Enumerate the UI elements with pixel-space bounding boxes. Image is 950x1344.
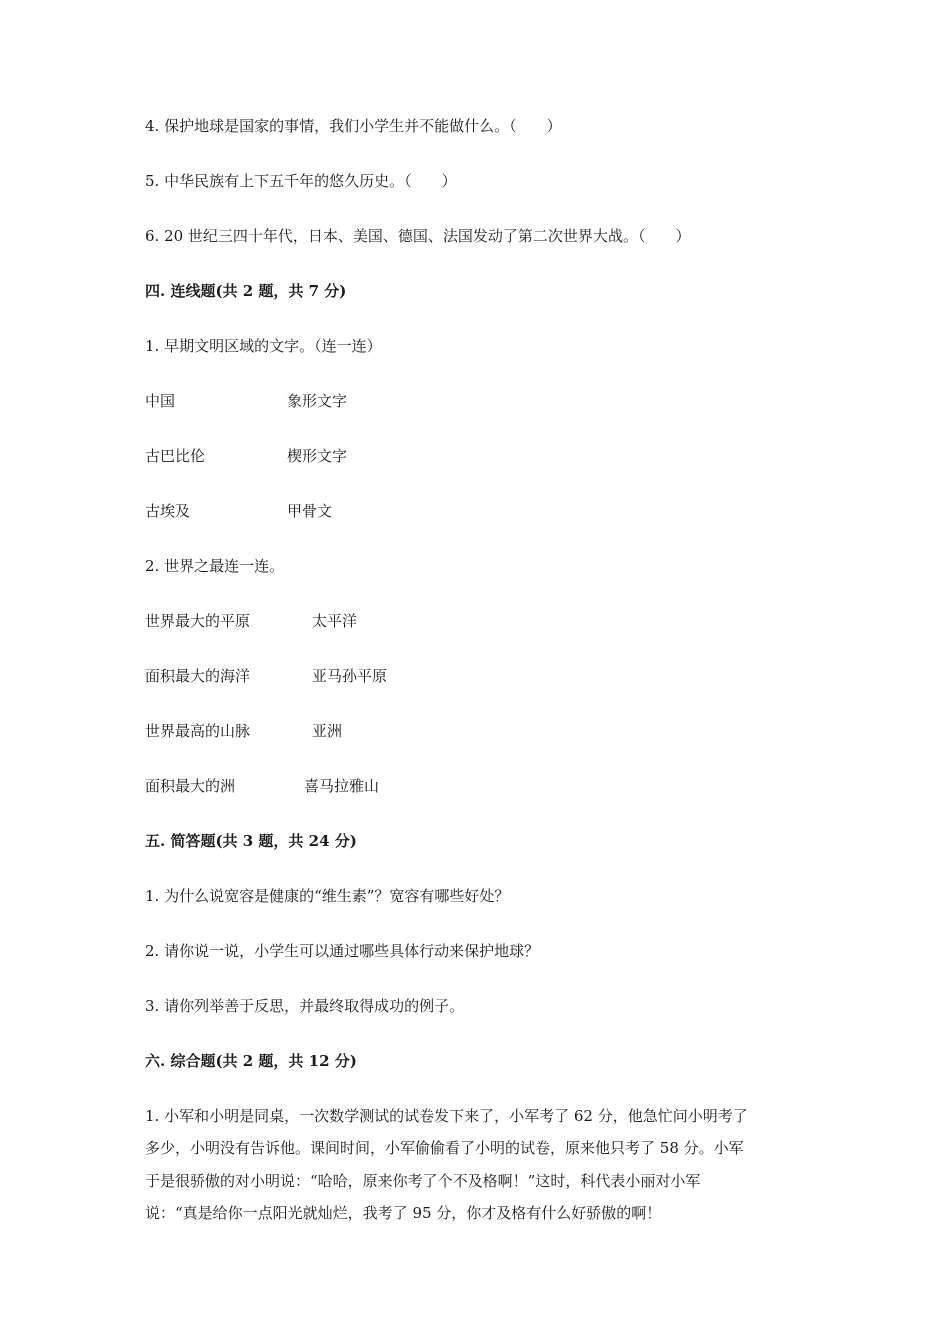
comprehensive-q1-line-2: 多少，小明没有告诉他。课间时间，小军偷偷看了小明的试卷，原来他只考了 58 分。小军 <box>145 1139 744 1157</box>
section-6-heading: 六. 综合题(共 2 题，共 12 分) <box>145 1052 357 1070</box>
short-answer-q2: 2. 请你说一说，小学生可以通过哪些具体行动来保护地球？ <box>145 942 540 960</box>
matching-q2-right-1: 太平洋 <box>312 612 358 630</box>
comprehensive-q1-line-4: 说：“真是给你一点阳光就灿烂，我考了 95 分，你才及格有什么好骄傲的啊！ <box>145 1204 662 1222</box>
matching-q1-left-1: 中国 <box>145 392 176 410</box>
question-6: 6. 20 世纪三四十年代，日本、美国、德国、法国发动了第二次世界大战。（ ） <box>145 227 691 245</box>
matching-q1-right-1: 象形文字 <box>287 392 348 410</box>
matching-q1-left-2: 古巴比伦 <box>145 447 206 465</box>
matching-q2-left-1: 世界最大的平原 <box>145 612 251 630</box>
comprehensive-q1-line-3: 于是很骄傲的对小明说：“哈哈，原来你考了个不及格啊！”这时，科代表小丽对小军 <box>145 1172 701 1190</box>
question-5: 5. 中华民族有上下五千年的悠久历史。（ ） <box>145 172 457 190</box>
matching-q1-title: 1. 早期文明区域的文字。（连一连） <box>145 337 382 355</box>
matching-q1-left-3: 古埃及 <box>145 502 191 520</box>
matching-q1-right-2: 楔形文字 <box>287 447 348 465</box>
matching-q2-left-2: 面积最大的海洋 <box>145 667 251 685</box>
question-4: 4. 保护地球是国家的事情，我们小学生并不能做什么。（ ） <box>145 117 562 135</box>
section-5-heading: 五. 简答题(共 3 题，共 24 分) <box>145 832 357 850</box>
matching-q2-left-3: 世界最高的山脉 <box>145 722 251 740</box>
matching-q2-right-2: 亚马孙平原 <box>312 667 388 685</box>
short-answer-q3: 3. 请你列举善于反思，并最终取得成功的例子。 <box>145 997 465 1015</box>
short-answer-q1: 1. 为什么说宽容是健康的“维生素”？宽容有哪些好处？ <box>145 887 510 905</box>
matching-q1-right-3: 甲骨文 <box>287 502 333 520</box>
matching-q2-title: 2. 世界之最连一连。 <box>145 557 285 575</box>
matching-q2-right-4: 喜马拉雅山 <box>304 777 380 795</box>
section-4-heading: 四. 连线题(共 2 题，共 7 分) <box>145 282 347 300</box>
matching-q2-left-4: 面积最大的洲 <box>145 777 236 795</box>
comprehensive-q1-line-1: 1. 小军和小明是同桌，一次数学测试的试卷发下来了，小军考了 62 分，他急忙问小明考了 <box>145 1107 748 1125</box>
matching-q2-right-3: 亚洲 <box>312 722 343 740</box>
